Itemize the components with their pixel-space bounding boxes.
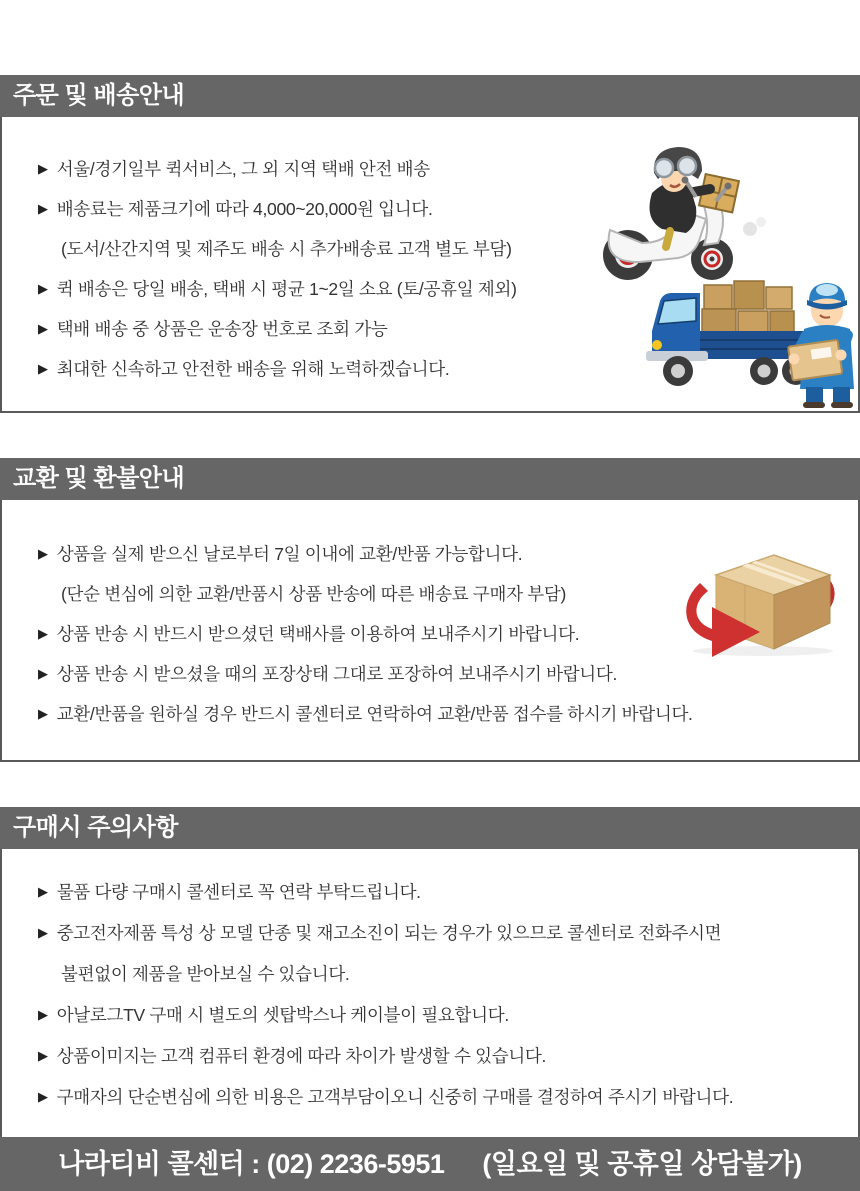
callcenter-note: (일요일 및 공휴일 상담불가) [482, 1149, 802, 1179]
bullet-icon: ▶ [38, 925, 48, 940]
info-line-text: 배송료는 제품크기에 따라 4,000~20,000원 입니다. [56, 198, 433, 219]
info-line [38, 1035, 858, 1076]
info-line [38, 653, 858, 693]
bullet-icon: ▶ [38, 160, 48, 176]
info-line-text: 구매자의 단순변심에 의한 비용은 고객부담이오니 신중히 구매를 결정하여 주시기 바랍니다. [56, 1087, 734, 1107]
bullet-icon: ▶ [38, 545, 48, 561]
bullet-icon: ▶ [38, 705, 48, 721]
section-title-shipping: 주문 및 배송안내 [0, 75, 860, 117]
bullet-icon: ▶ [38, 665, 48, 681]
info-line [38, 994, 858, 1035]
info-line-text: 상품을 실제 받으신 날로부터 7일 이내에 교환/반품 가능합니다. [56, 543, 523, 564]
bullet-icon: ▶ [38, 320, 48, 336]
info-line-text: 서울/경기일부 퀵서비스, 그 외 지역 택배 안전 배송 [56, 158, 430, 179]
info-line [38, 693, 858, 733]
info-line-text: 아날로그TV 구매 시 별도의 셋탑박스나 케이블이 필요합니다. [56, 1005, 509, 1025]
section-box-refund [0, 500, 860, 762]
bullet-icon: ▶ [38, 1089, 48, 1104]
info-line-text: 퀵 배송은 당일 배송, 택배 시 평균 1~2일 소요 (토/공휴일 제외) [56, 278, 517, 299]
info-line-continuation [38, 953, 858, 994]
top-margin [0, 0, 860, 75]
info-line [38, 871, 858, 912]
section-gap [0, 762, 860, 807]
callcenter-phone: 나라티비 콜센터 : (02) 2236-5951 [58, 1149, 445, 1179]
section-gap [0, 413, 860, 458]
info-line-text: 상품 반송 시 받으셨을 때의 포장상태 그대로 포장하여 보내주시기 바랍니다. [56, 663, 618, 684]
info-line-text: 최대한 신속하고 안전한 배송을 위해 노력하겠습니다. [56, 358, 450, 379]
bullet-icon: ▶ [38, 625, 48, 641]
section-title-caution: 구매시 주의사항 [0, 807, 860, 849]
info-line [38, 912, 858, 953]
info-line-text: 상품이미지는 고객 컴퓨터 환경에 따라 차이가 발생할 수 있습니다. [56, 1046, 547, 1066]
delivery-truck-icon [644, 267, 859, 409]
info-line-text: 상품 반송 시 반드시 받으셨던 택배사를 이용하여 보내주시기 바랍니다. [56, 623, 580, 644]
info-line-text: 중고전자제품 특성 상 모델 단종 및 재고소진이 되는 경우가 있으므로 콜센터로 전화주시면 [56, 923, 722, 943]
section-box-shipping [0, 117, 860, 413]
bullet-icon: ▶ [38, 1048, 48, 1063]
return-box-icon [678, 545, 843, 657]
info-line-text: (도서/산간지역 및 제주도 배송 시 추가배송료 고객 별도 부담) [61, 238, 512, 259]
scooter-delivery-icon [600, 135, 770, 285]
bullet-icon: ▶ [38, 1007, 48, 1022]
section-title-refund: 교환 및 환불안내 [0, 458, 860, 500]
callcenter-footer [0, 1137, 860, 1191]
section-box-caution [0, 849, 860, 1139]
bullet-icon: ▶ [38, 280, 48, 296]
info-line-text: 물품 다량 구매시 콜센터로 꼭 연락 부탁드립니다. [56, 882, 421, 902]
info-line [38, 1076, 858, 1117]
info-line-text: 택배 배송 중 상품은 운송장 번호로 조회 가능 [56, 318, 388, 339]
info-line-text: 교환/반품을 원하실 경우 반드시 콜센터로 연락하여 교환/반품 접수를 하시기 바랍니다. [56, 703, 693, 724]
bullet-icon: ▶ [38, 200, 48, 216]
bullet-icon: ▶ [38, 360, 48, 376]
info-line-text: (단순 변심에 의한 교환/반품시 상품 반송에 따른 배송료 구매자 부담) [61, 583, 567, 604]
info-line-text: 불편없이 제품을 받아보실 수 있습니다. [61, 964, 350, 984]
bullet-icon: ▶ [38, 884, 48, 899]
caution-lines [2, 849, 858, 1117]
